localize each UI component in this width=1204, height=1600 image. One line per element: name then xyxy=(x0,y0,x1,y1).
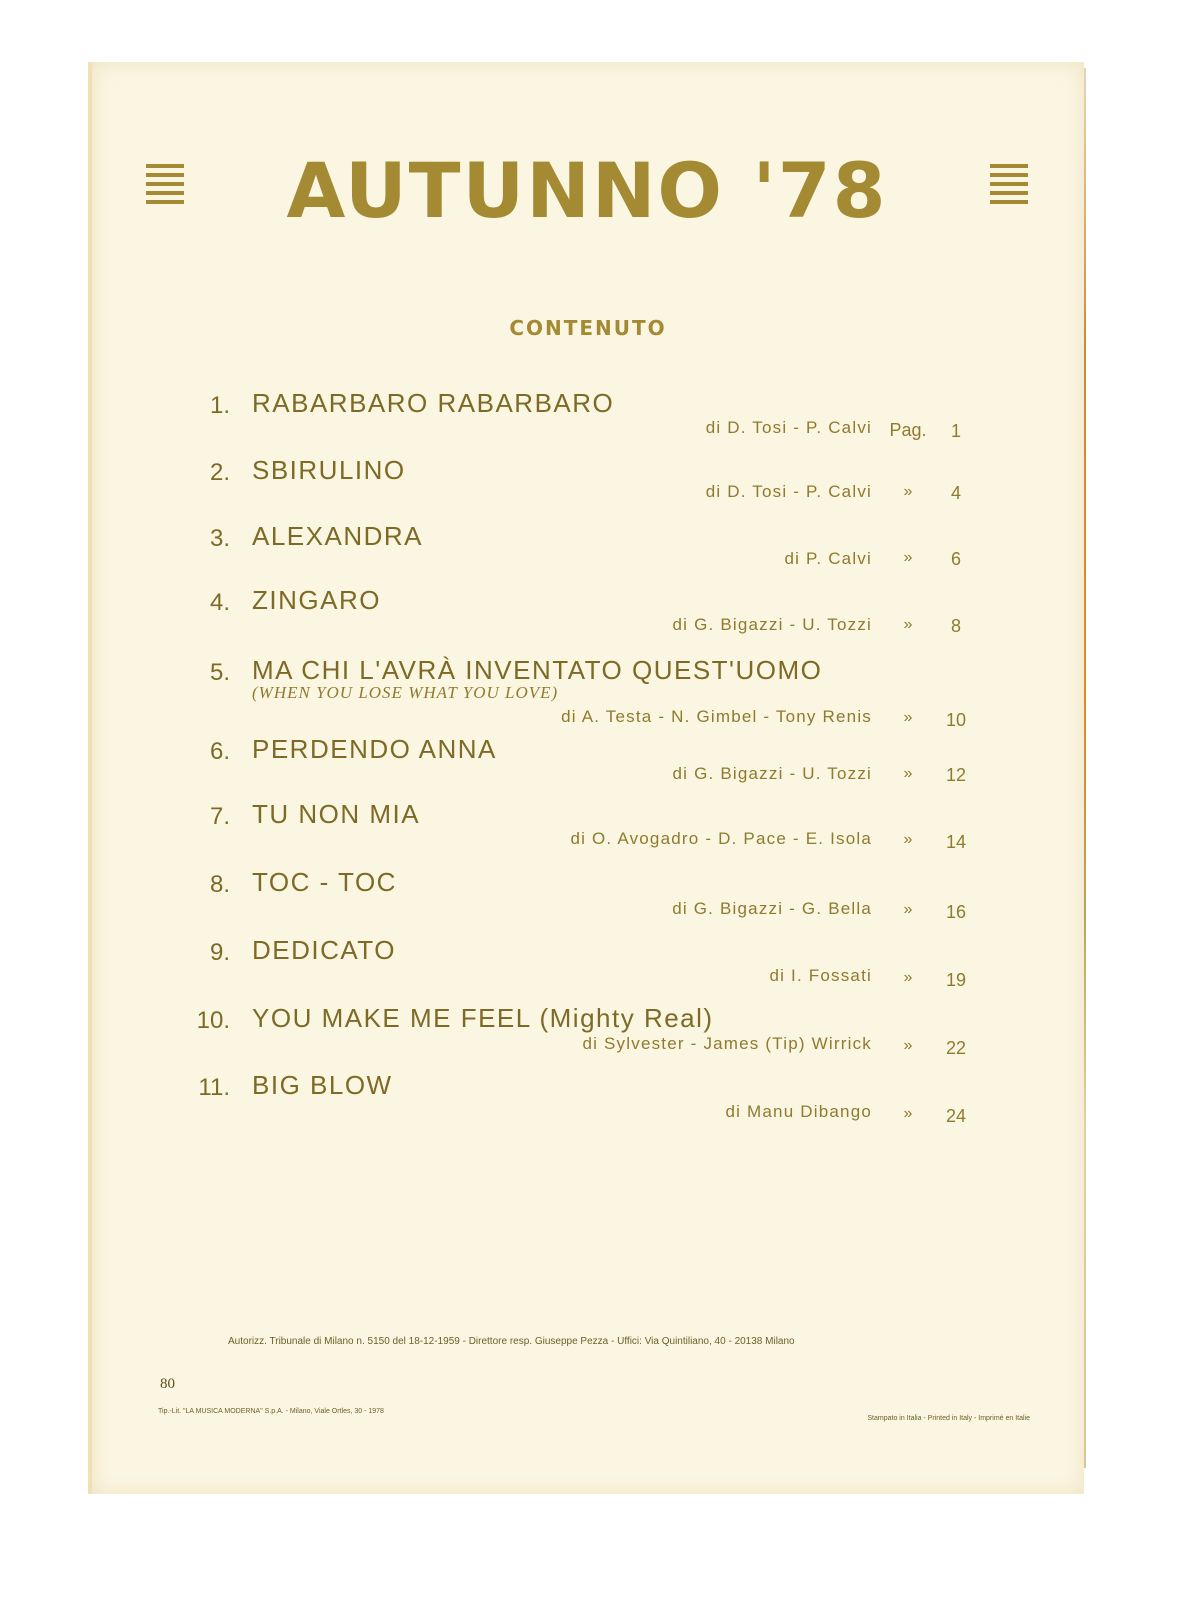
entry-ditto-mark: » xyxy=(903,765,913,782)
entry-authors: di O. Avogadro - D. Pace - E. Isola xyxy=(570,829,872,848)
entry-authors: di A. Testa - N. Gimbel - Tony Renis xyxy=(561,707,872,726)
entry-title: PERDENDO ANNA xyxy=(252,734,497,764)
entry-page: 16 xyxy=(945,902,967,922)
entry-page: 19 xyxy=(945,970,967,990)
entry-page: 14 xyxy=(945,832,967,852)
contents-page xyxy=(88,62,1084,1494)
page-title: AUTUNNO '78 xyxy=(286,146,888,235)
entry-ditto-mark: » xyxy=(903,969,913,986)
entry-page: 6 xyxy=(950,549,961,569)
entry-number: 11. xyxy=(198,1074,230,1101)
entry-original-title: (WHEN YOU LOSE WHAT YOU LOVE) xyxy=(252,683,559,702)
entry-ditto-mark: » xyxy=(903,901,913,918)
entry-number: 2. xyxy=(209,459,230,486)
printer-line: Tip.-Lit. "LA MUSICA MODERNA" S.p.A. - Milano, Viale Ortles, 30 - 1978 xyxy=(158,1408,384,1415)
entry-number: 4. xyxy=(209,589,230,616)
entry-ditto-mark: » xyxy=(903,709,913,726)
entry-number: 7. xyxy=(209,803,230,830)
entry-title: DEDICATO xyxy=(252,935,396,965)
entry-title: RABARBARO RABARBARO xyxy=(252,388,615,418)
entry-page: 22 xyxy=(945,1038,967,1058)
entry-page: 8 xyxy=(950,616,961,636)
entry-number: 5. xyxy=(209,659,230,686)
entry-ditto-mark: » xyxy=(903,831,913,848)
entry-page: 1 xyxy=(950,421,961,441)
entry-ditto-mark: » xyxy=(903,616,913,633)
entry-authors: di P. Calvi xyxy=(784,549,872,568)
entry-page: 12 xyxy=(945,765,967,785)
entry-title: MA CHI L'AVRÀ INVENTATO QUEST'UOMO xyxy=(252,655,823,685)
entry-number: 10. xyxy=(196,1007,230,1034)
authorization-line: Autorizz. Tribunale di Milano n. 5150 del 18-12-1959 - Direttore resp. Giuseppe Pezza - Uffici: Via Quintiliano, 40 - 20138 Milano xyxy=(228,1336,795,1347)
entry-number: 1. xyxy=(209,392,230,419)
entry-number: 9. xyxy=(209,939,230,966)
entry-page-label: Pag. xyxy=(889,420,927,440)
header xyxy=(146,146,1028,235)
entry-authors: di Sylvester - James (Tip) Wirrick xyxy=(582,1034,872,1053)
entry-authors: di D. Tosi - P. Calvi xyxy=(705,482,872,501)
printed-in-line: Stampato in Italia - Printed in Italy - Imprimé en Italie xyxy=(867,1415,1030,1422)
entry-page: 4 xyxy=(950,483,961,503)
entry-authors: di G. Bigazzi - U. Tozzi xyxy=(672,764,872,783)
entry-ditto-mark: » xyxy=(903,549,913,566)
entry-title: ZINGARO xyxy=(252,585,381,615)
entry-number: 6. xyxy=(209,738,230,765)
entry-title: YOU MAKE ME FEEL (Mighty Real) xyxy=(252,1003,714,1033)
entry-ditto-mark: » xyxy=(903,483,913,500)
entry-authors: di Manu Dibango xyxy=(725,1102,872,1121)
entry-title: BIG BLOW xyxy=(252,1070,393,1100)
entry-title: TOC - TOC xyxy=(252,867,397,897)
entry-authors: di G. Bigazzi - G. Bella xyxy=(672,899,872,918)
entry-authors: di D. Tosi - P. Calvi xyxy=(705,418,872,437)
entry-number: 8. xyxy=(209,871,230,898)
entry-page: 10 xyxy=(945,710,967,730)
entry-authors: di G. Bigazzi - U. Tozzi xyxy=(672,615,872,634)
entry-title: TU NON MIA xyxy=(252,799,421,829)
right-stripes-ornament xyxy=(990,164,1028,214)
page-number: 80 xyxy=(160,1376,175,1392)
entry-number: 3. xyxy=(209,525,230,552)
entry-title: SBIRULINO xyxy=(252,455,406,485)
entry-page: 24 xyxy=(945,1106,967,1126)
entry-title: ALEXANDRA xyxy=(252,521,423,551)
entry-ditto-mark: » xyxy=(903,1105,913,1122)
section-heading: CONTENUTO xyxy=(509,316,667,340)
entry-ditto-mark: » xyxy=(903,1037,913,1054)
entry-authors: di I. Fossati xyxy=(769,966,872,985)
